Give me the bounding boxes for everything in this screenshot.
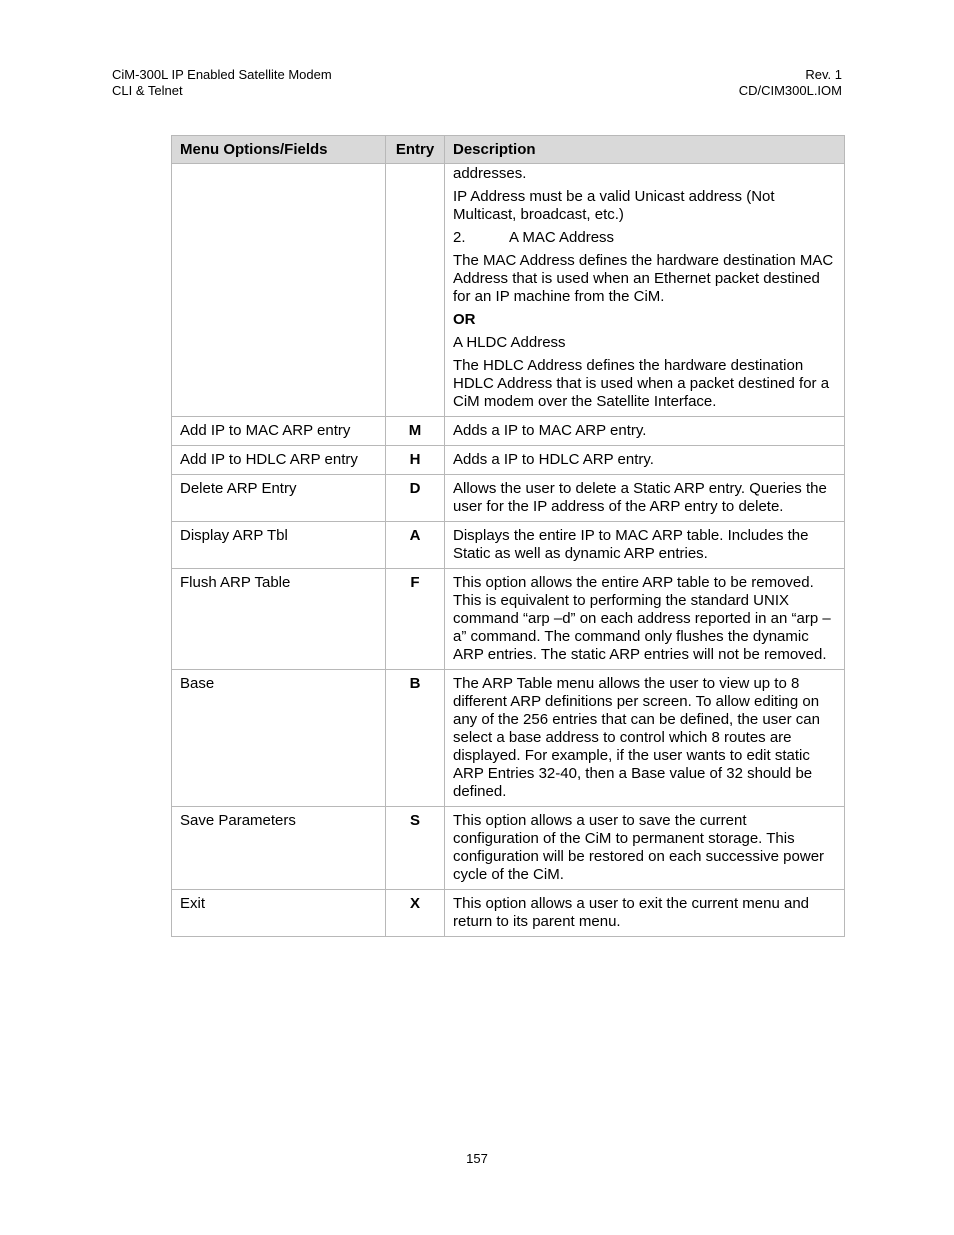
- document-title: CiM-300L IP Enabled Satellite Modem: [112, 67, 332, 82]
- table-row: [172, 569, 845, 670]
- description-cell: Adds a IP to HDLC ARP entry.: [445, 446, 845, 475]
- page-number: 157: [466, 1151, 488, 1166]
- document-code: CD/CIM300L.IOM: [738, 83, 842, 98]
- entry-cell: S: [386, 807, 445, 890]
- description-paragraph: A HLDC Address: [453, 334, 566, 351]
- entry-cell: [386, 164, 445, 417]
- table-row: [172, 890, 845, 937]
- option-cell: Add IP to HDLC ARP entry: [172, 446, 386, 475]
- entry-cell: D: [386, 475, 445, 522]
- option-cell: Exit: [172, 890, 386, 937]
- item-text: A MAC Address: [509, 229, 615, 246]
- entry-cell: M: [386, 417, 445, 446]
- entry-cell: F: [386, 569, 445, 670]
- table-row: [172, 670, 845, 807]
- option-cell: Base: [172, 670, 386, 807]
- table-row-continuation: [172, 164, 845, 417]
- document-section: CLI & Telnet: [112, 83, 183, 98]
- menu-options-table: [171, 135, 845, 937]
- description-cell: This option allows a user to exit the current menu and return to its parent menu.: [445, 890, 845, 937]
- entry-cell: X: [386, 890, 445, 937]
- option-cell: Delete ARP Entry: [172, 475, 386, 522]
- option-cell: Save Parameters: [172, 807, 386, 890]
- table-row: [172, 807, 845, 890]
- description-paragraph: IP Address must be a valid Unicast address (Not Multicast, broadcast, etc.): [453, 188, 775, 223]
- option-cell: Display ARP Tbl: [172, 522, 386, 569]
- page-header-right: [739, 67, 842, 99]
- description-cell: The ARP Table menu allows the user to view up to 8 different ARP definitions per screen. To allow editing on any of the 256 entries that can be defined, the user can select a base address to control which 8 routes are displayed. For example, if the user wants to edit static ARP Entries 32-40, then a Base value of 32 should be defined.: [445, 670, 845, 807]
- document-revision: Rev. 1: [805, 67, 842, 82]
- table-row: [172, 417, 845, 446]
- table-row: [172, 522, 845, 569]
- description-cell: This option allows the entire ARP table to be removed. This is equivalent to performing the standard UNIX command “arp –d” on each address reported in an “arp –a” command. The command only flushes the dynamic ARP entries. The static ARP entries will not be removed.: [445, 569, 845, 670]
- entry-cell: B: [386, 670, 445, 807]
- option-cell: Flush ARP Table: [172, 569, 386, 670]
- option-cell: [172, 164, 386, 417]
- description-cell: Allows the user to delete a Static ARP entry. Queries the user for the IP address of the ARP entry to delete.: [445, 475, 845, 522]
- description-cell: Displays the entire IP to MAC ARP table. Includes the Static as well as dynamic ARP entries.: [445, 522, 845, 569]
- table-row: [172, 475, 845, 522]
- entry-cell: A: [386, 522, 445, 569]
- description-cell: This option allows a user to save the current configuration of the CiM to permanent storage. This configuration will be restored on each successive power cycle of the CiM.: [445, 807, 845, 890]
- item-number: 2.: [453, 229, 466, 246]
- table-row: [172, 446, 845, 475]
- column-header-entry: Entry: [386, 136, 445, 164]
- description-cell: Adds a IP to MAC ARP entry.: [445, 417, 845, 446]
- entry-cell: H: [386, 446, 445, 475]
- description-cell: [445, 164, 845, 417]
- numbered-item: [453, 229, 836, 247]
- description-paragraph: addresses.: [453, 165, 527, 182]
- description-paragraph: The HDLC Address defines the hardware destination HDLC Address that is used when a packet destined for a CiM modem over the Satellite Interface.: [453, 357, 830, 410]
- option-cell: Add IP to MAC ARP entry: [172, 417, 386, 446]
- page-header-left: [112, 67, 332, 99]
- description-or: OR: [453, 311, 476, 328]
- column-header-description: Description: [445, 136, 845, 164]
- description-paragraph: The MAC Address defines the hardware destination MAC Address that is used when an Ethernet packet destined for an IP machine from the CiM.: [453, 252, 834, 305]
- table-header-row: [172, 136, 845, 164]
- column-header-menu-options: Menu Options/Fields: [172, 136, 386, 164]
